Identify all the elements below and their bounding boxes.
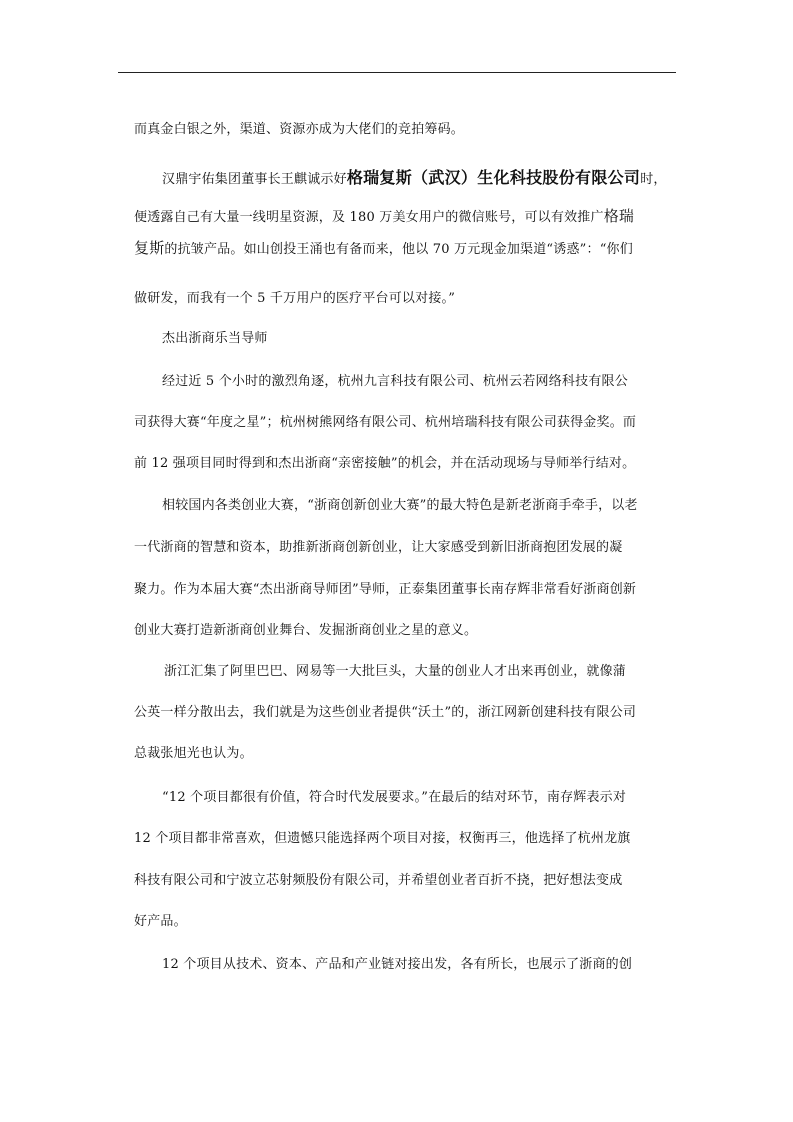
text-line: 聚力。作为本届大赛“杰出浙商导师团”导师，正泰集团董事长南存辉非常看好浙商创新 [134,582,637,597]
text-run: 的抗皱产品。如山创投王涌也有备而来，他以 70 万元现金加渠道“诱惑”：“你们 [164,242,633,257]
text-run: 时， [640,172,667,187]
text-line: 而真金白银之外，渠道、资源亦成为大佬们的竞拍筹码。 [134,122,465,137]
text-run: 便透露自己有大量一线明星资源，及 180 万美女用户的微信账号，可以有效推广 [134,210,604,225]
text-run-large: 格瑞 [603,207,635,225]
text-line: 相较国内各类创业大赛，“浙商创新创业大赛”的最大特色是新老浙商手牵手，以老 [162,498,638,513]
company-name-emphasis: 格瑞复斯（武汉）生化科技股份有限公司 [346,168,641,187]
section-heading: 杰出浙商乐当导师 [162,331,268,346]
text-run-large: 复斯 [134,239,165,257]
text-line: 总裁张旭光也认为。 [134,746,253,761]
text-line: 做研发，而我有一个 5 千万用户的医疗平台可以对接。” [134,291,456,306]
header-rule [118,72,676,73]
text-line: 司获得大赛“年度之星”；杭州树熊网络有限公司、杭州培瑞科技有限公司获得金奖。而 [134,415,637,430]
text-line [134,240,633,258]
text-line: 经过近 5 个小时的激烈角逐，杭州九言科技有限公司、杭州云若网络科技有限公 [162,374,628,389]
text-line: 公英一样分散出去，我们就是为这些创业者提供“沃土”的，浙江网新创建科技有限公司 [134,705,637,720]
text-line: 一代浙商的智慧和资本，助推新浙商创新创业，让大家感受到新旧浙商抱团发展的凝 [134,540,623,555]
text-line: 12 个项目都非常喜欢，但遗憾只能选择两个项目对接，权衡再三，他选择了杭州龙旗 [134,831,631,846]
text-line [162,170,667,188]
text-line [134,208,634,226]
text-run: 汉鼎宇佑集团董事长王麒诚示好 [162,172,347,187]
text-line: 浙江汇集了阿里巴巴、网易等一大批巨头，大量的创业人才出来再创业，就像蒲 [164,664,627,679]
text-line: 创业大赛打造新浙商创业舞台、发掘浙商创业之星的意义。 [134,623,478,638]
text-line: 好产品。 [134,914,187,929]
text-line: 前 12 强项目同时得到和杰出浙商“亲密接触”的机会，并在活动现场与导师举行结对。 [134,456,636,471]
text-line: “12 个项目都很有价值，符合时代发展要求。”在最后的结对环节，南存辉表示对 [162,790,627,805]
text-line: 12 个项目从技术、资本、产品和产业链对接出发，各有所长，也展示了浙商的创 [162,957,633,972]
text-line: 科技有限公司和宁波立芯射频股份有限公司，并希望创业者百折不挠，把好想法变成 [134,873,623,888]
